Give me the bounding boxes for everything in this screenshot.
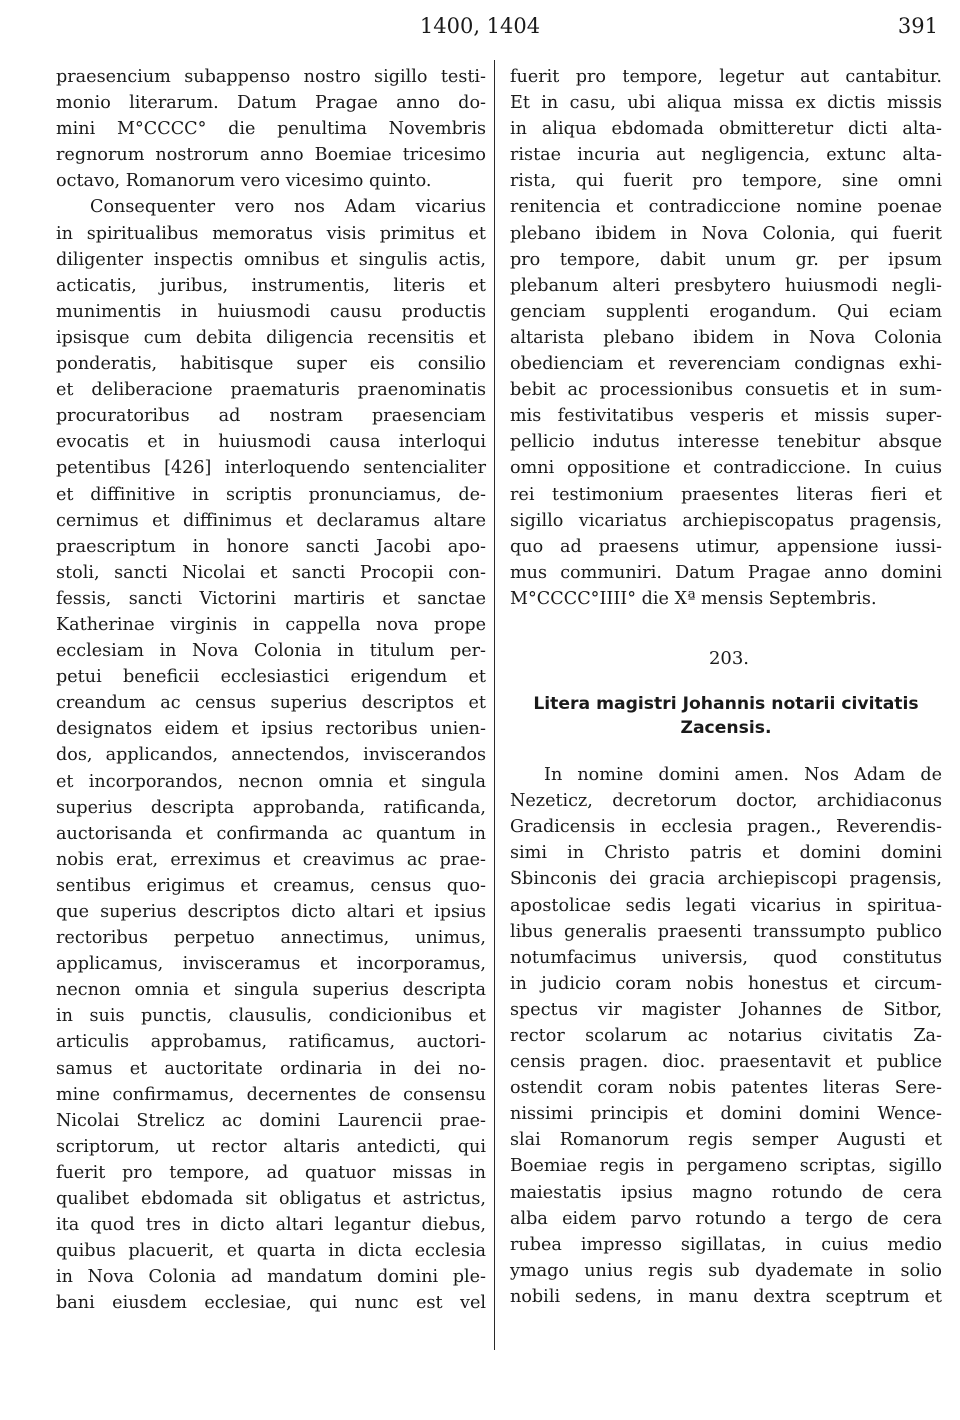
text-line: in judicio coram nobis honestus et circum- — [510, 973, 942, 994]
text-line: Boemiae regis in pergameno scriptas, sigillo — [510, 1156, 942, 1177]
text-line: ita quod tres in dicto altari legantur diebus, — [56, 1215, 486, 1236]
text-line: mine confirmamus, decernentes de consensu — [56, 1084, 486, 1105]
text-line: rei testimonium praesentes literas fieri et — [510, 484, 942, 505]
document-number: 203. — [708, 647, 750, 669]
text-line: ipsisque cum debita diligencia recensitis et — [56, 327, 486, 348]
text-line: auctorisanda et confirmanda ac quantum in — [56, 823, 486, 844]
text-line: petui beneficii ecclesiastici erigendum et — [56, 667, 486, 688]
text-line: designatos eidem et ipsius rectoribus unien- — [56, 719, 486, 740]
text-line: quibus placuerit, et quarta in dicta ecclesia — [56, 1241, 486, 1262]
text-line: ymago unius regis sub dyademate in solio — [510, 1260, 942, 1281]
text-line: nobis erat, erreximus et creavimus ac prae- — [56, 849, 486, 870]
text-line: mus communiri. Datum Pragae anno domini — [510, 562, 942, 583]
text-line: qualibet ebdomada sit obligatus et astrictus, — [56, 1189, 486, 1210]
text-line: applicamus, invisceramus et incorporamus, — [56, 954, 486, 975]
text-line: ecclesiam in Nova Colonia in titulum per- — [56, 641, 486, 662]
document-heading: Litera magistri Johannis notarii civitatis Zacensis. — [533, 694, 919, 739]
text-line: ristae incuria aut negligencia, extunc alta- — [510, 145, 942, 166]
text-line: praesencium subappenso nostro sigillo testi- — [56, 67, 486, 87]
text-line: pellicio indutus interesse tenebitur absque — [510, 432, 942, 453]
text-line: et diffinitive in scriptis pronunciamus, de- — [56, 484, 486, 505]
text-line: spectus vir magister Johannes de Sitbor, — [510, 999, 942, 1020]
text-line: simi in Christo patris et domini domini — [510, 843, 942, 864]
text-line: dos, applicandos, annectendos, inviscerandos — [56, 745, 486, 766]
text-line: petentibus [426] interloquendo sentencialiter — [56, 458, 486, 479]
text-line: altarista plebano ibidem in Nova Colonia — [510, 327, 942, 348]
text-line: sentibus erigimus et creamus, census quo- — [56, 875, 486, 896]
text-line: bani eiusdem ecclesiae, qui nunc est vel — [56, 1293, 486, 1314]
text-line: scriptorum, ut rector altaris antedicti, qui — [56, 1136, 486, 1157]
text-line: cernimus et diffinimus et declaramus altare — [56, 510, 486, 531]
text-line: stoli, sancti Nicolai et sancti Procopii con- — [56, 562, 486, 583]
text-line: nobili sedens, in manu dextra sceptrum et — [510, 1286, 942, 1307]
text-line: nissimi principis et domini domini Wence- — [510, 1104, 942, 1125]
text-line: censis pragen. dioc. praesentavit et publice — [510, 1052, 942, 1073]
text-line: mis festivitatibus vesperis et missis super- — [510, 406, 942, 427]
text-line: diligenter inspectis omnibus et singulis actis, — [56, 249, 486, 270]
text-line: que superius descriptos dicto altari et ipsius — [56, 902, 486, 922]
text-line: quo ad praesens utimur, appensione iussi- — [510, 536, 942, 557]
text-line: bebit ac processionibus consuetis et in sum- — [510, 380, 942, 401]
text-line: samus et auctoritate ordinaria in dei no- — [56, 1058, 486, 1079]
text-line: genciam supplenti erogandum. Qui eciam — [510, 301, 942, 322]
text-line: superius descripta approbanda, ratificanda, — [56, 797, 486, 818]
text-line: fessis, sancti Victorini martiris et sanctae — [56, 588, 486, 609]
page-number: 391 — [897, 14, 938, 38]
text-line: Gradicensis in ecclesia pragen., Reverendis- — [510, 817, 942, 838]
text-line: rubea impresso sigillatas, in cuius medio — [510, 1234, 942, 1255]
text-line: fuerit pro tempore, legetur aut cantabitur. — [510, 67, 942, 87]
text-line: rista, qui fuerit pro tempore, sine omni — [510, 171, 942, 192]
page-header — [0, 14, 960, 48]
text-line: rector scolarum ac notarius civitatis Za- — [510, 1026, 942, 1046]
text-line: articulis approbamus, ratificamus, auctori- — [56, 1032, 486, 1053]
text-line: libus generalis praesenti transsumpto publico — [510, 921, 942, 942]
text-line: plebanum alteri presbytero huiusmodi negli- — [510, 275, 942, 296]
text-line: pro tempore, dabit unum gr. per ipsum — [510, 249, 942, 270]
text-line: In nomine domini amen. Nos Adam de — [544, 765, 942, 786]
running-head-years: 1400, 1404 — [419, 14, 541, 38]
text-line: sigillo vicariatus archiepiscopatus pragensis, — [510, 510, 942, 531]
column-divider — [494, 60, 495, 1350]
text-line: renitencia et contradiccione nomine poenae — [510, 197, 942, 218]
text-line: plebano ibidem in Nova Colonia, qui fuerit — [510, 223, 942, 244]
text-line: necnon omnia et singula superius descripta — [56, 980, 486, 1001]
text-line: Et in casu, ubi aliqua missa ex dictis missis — [510, 93, 942, 114]
text-line: obedienciam et reverenciam condignas exhi- — [510, 354, 942, 375]
text-line: creandum ac census superius descriptos et — [56, 693, 486, 714]
text-line: et deliberacione praematuris praenominatis — [56, 380, 486, 401]
text-line: ponderatis, habitisque super eis consilio — [56, 354, 486, 375]
text-line: Nicolai Strelicz ac domini Laurencii prae- — [56, 1110, 486, 1131]
text-line: alba eidem parvo rotundo a tergo de cera — [510, 1208, 942, 1229]
text-line: Sbinconis dei gracia archiepiscopi pragensis, — [510, 869, 942, 890]
text-line: in spiritualibus memoratus visis primitus et — [56, 223, 486, 244]
text-line: rectoribus perpetuo annectimus, unimus, — [56, 928, 486, 949]
text-line: in suis punctis, clausulis, condicionibus et — [56, 1006, 486, 1027]
text-line: in aliqua ebdomada obmitteretur dicti alta- — [510, 119, 942, 140]
text-line: slai Romanorum regis semper Augusti et — [510, 1130, 942, 1151]
text-line: in Nova Colonia ad mandatum domini ple- — [56, 1267, 486, 1288]
text-line: apostolicae sedis legati vicarius in spiritua- — [510, 895, 942, 916]
text-line: notumfacimus universis, quod constitutus — [510, 947, 942, 968]
text-line: ostendit coram nobis patentes literas Sere- — [510, 1078, 942, 1099]
text-line: munimentis in huiusmodi causu productis — [56, 301, 486, 322]
text-line: Nezeticz, decretorum doctor, archidiaconus — [510, 791, 942, 812]
text-line: praescriptum in honore sancti Jacobi apo- — [56, 536, 486, 557]
text-line: monio literarum. Datum Pragae anno do- — [56, 93, 486, 114]
text-line: procuratoribus ad nostram praesenciam — [56, 406, 486, 427]
text-line: octavo, Romanorum vero vicesimo quinto. — [56, 171, 432, 192]
text-line: evocatis et in huiusmodi causa interloqui — [56, 432, 486, 453]
text-line: Katherinae virginis in cappella nova prope — [56, 614, 486, 635]
text-line: fuerit pro tempore, ad quatuor missas in — [56, 1162, 486, 1183]
text-line: omni oppositione et contradiccione. In cuius — [510, 458, 942, 479]
text-line: M°CCCC°IIII° die Xª mensis Septembris. — [510, 588, 877, 609]
text-line: maiestatis ipsius magno rotundo de cera — [510, 1182, 942, 1203]
text-line: Consequenter vero nos Adam vicarius — [90, 197, 486, 218]
text-line: regnorum nostrorum anno Boemiae tricesimo — [56, 145, 486, 166]
left-column — [56, 64, 486, 1317]
text-line: mini M°CCCC° die penultima Novembris — [56, 119, 486, 140]
right-column — [510, 64, 942, 1310]
text-line: et incorporandos, necnon omnia et singula — [56, 771, 486, 792]
text-line: acticatis, juribus, instrumentis, literis et — [56, 275, 486, 296]
